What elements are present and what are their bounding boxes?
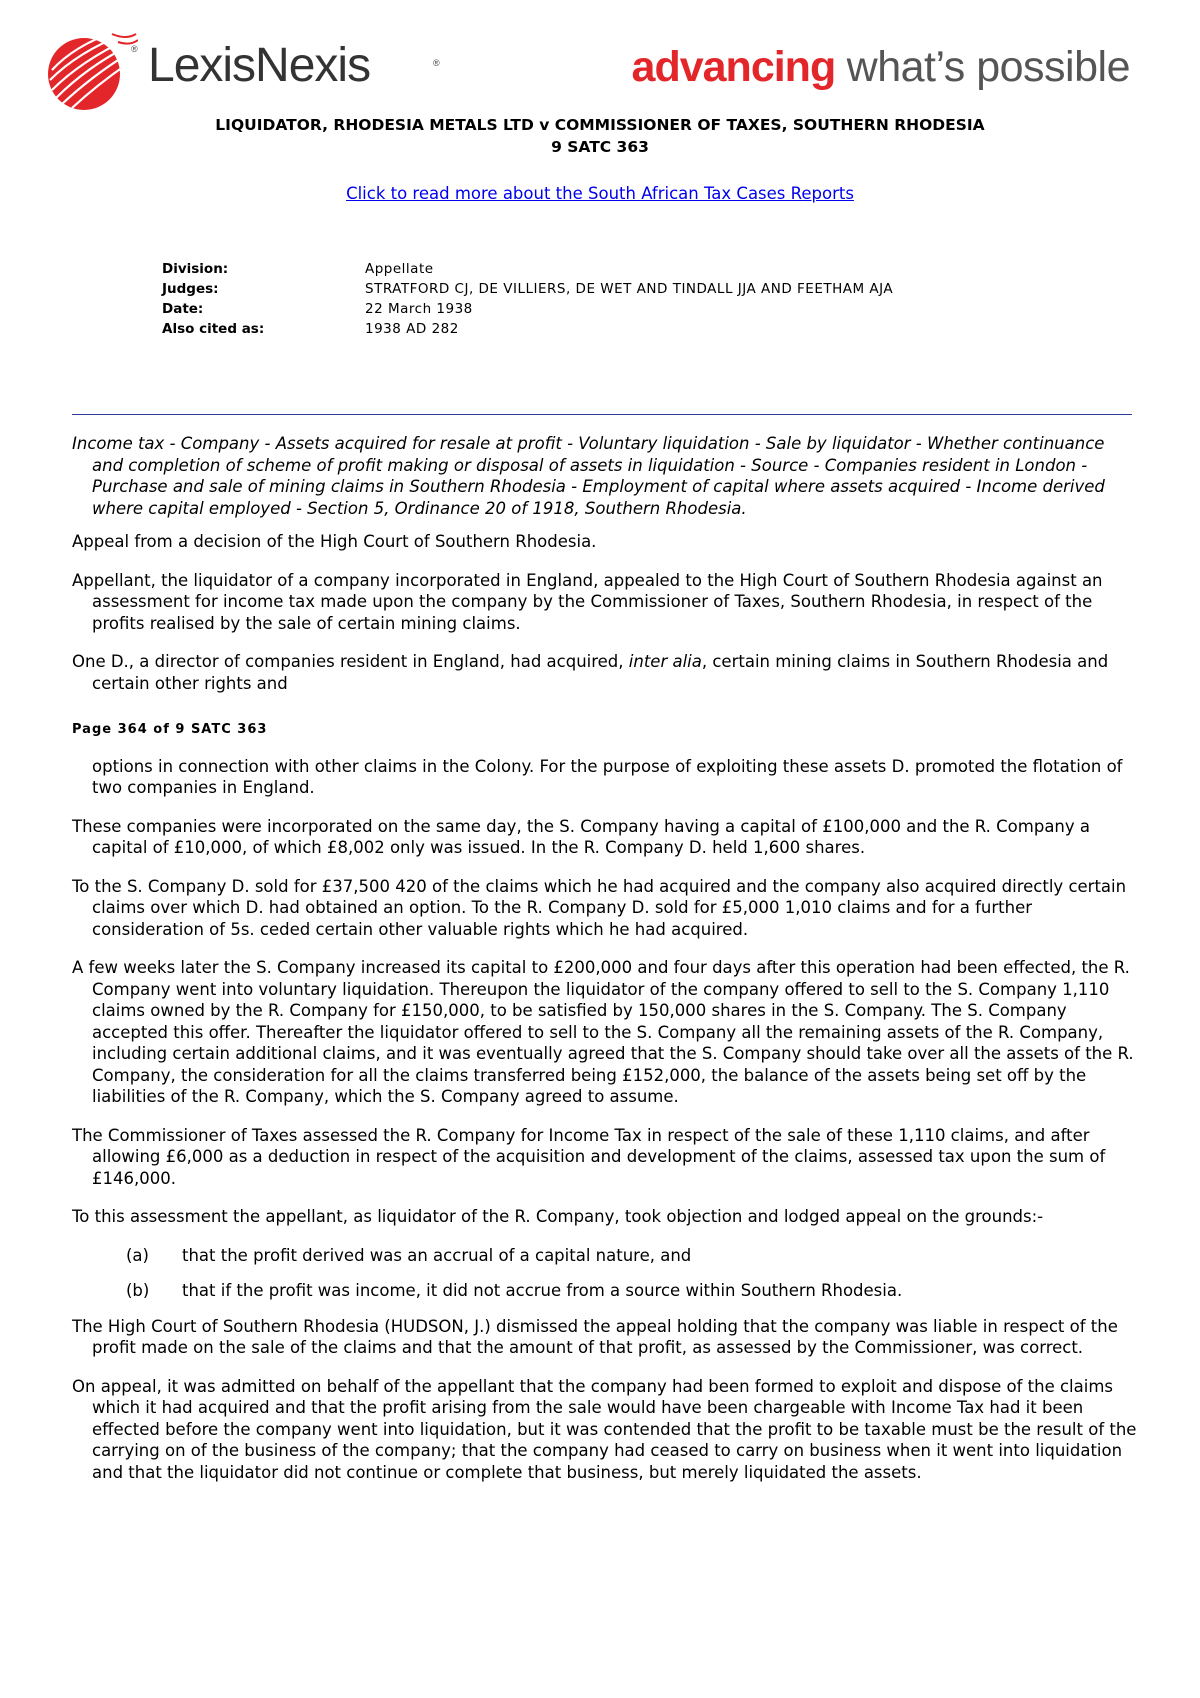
paragraph: To this assessment the appellant, as liquidator of the R. Company, took objection and lodged appeal on the grounds:- (72, 1207, 1044, 1226)
case-metadata (162, 259, 1005, 339)
case-title: LIQUIDATOR, RHODESIA METALS LTD v COMMISSIONER OF TAXES, SOUTHERN RHODESIA (215, 116, 985, 134)
judgment-body (72, 433, 1140, 1500)
ground-text: that if the profit was income, it did not accrue from a source within Southern Rhodesia. (182, 1281, 903, 1300)
paragraph: The Commissioner of Taxes assessed the R. Company for Income Tax in respect of the sale of these 1,110 claims, and after allowing £6,000 as a deduction in respect of the acquisition and development of the claims, assessed tax upon the sum of £146,000. (72, 1125, 1106, 1188)
ground-label: (b) (126, 1281, 150, 1300)
tagline (631, 43, 1130, 91)
paragraph: A few weeks later the S. Company increased its capital to £200,000 and four days after this operation had been effected, the R. Company went into voluntary liquidation. Thereupon the liquidator of the company offered to sell to the S. Company 1,110 claims owned by the R. Company for £150,000, to be satisfied by 150,000 shares in the S. Company. The S. Company accepted this offer. Thereafter the liquidator offered to sell to the S. Company all the remaining assets of the R. Company, including certain additional claims, and it was eventually agreed that the S. Company should take over all the assets of the R. Company, the consideration for all the claims transferred being £152,000, the balance of the assets being set off by the liabilities of the R. Company, which the S. Company agreed to assume. (72, 958, 1134, 1106)
paragraph: To the S. Company D. sold for £37,500 420 of the claims which he had acquired and the company also acquired directly certain claims over which D. had obtained an option. To the R. Company D. sold for £5,000 1,010 claims and for a further consideration of 5s. ceded certain other valuable rights which he had acquired. (72, 876, 1127, 939)
meta-value: STRATFORD CJ, DE VILLIERS, DE WET AND TINDALL JJA AND FEETHAM AJA (365, 281, 894, 297)
meta-row-judges (162, 279, 1005, 299)
meta-label: Also cited as: (162, 321, 265, 337)
case-citation: 9 SATC 363 (551, 138, 649, 156)
paragraph: These companies were incorporated on the same day, the S. Company having a capital of £100,000 and the R. Company a capital of £10,000, of which £8,002 only was issued. In the R. Company D. held 1,600 shares. (72, 816, 1091, 857)
ground-label: (a) (126, 1245, 149, 1265)
text-run: , certain mining claims in Southern Rhodesia and certain other rights and (92, 652, 1109, 693)
tagline-strong: advancing (631, 43, 836, 91)
paragraph: The High Court of Southern Rhodesia (HUDSON, J.) dismissed the appeal holding that the company was liable in respect of the profit made on the sale of the claims and that the amount of that profit, as assessed by the Commissioner, was correct. (72, 1316, 1118, 1357)
tagline-rest: what’s possible (846, 43, 1130, 91)
text-run: One D., a director of companies resident in England, had acquired, (72, 652, 629, 671)
brand-name: LexisNexis (148, 39, 371, 92)
registered-mark-2: ® (433, 58, 440, 68)
page-header (0, 0, 1200, 110)
paragraph: Appeal from a decision of the High Court of Southern Rhodesia. (72, 532, 597, 551)
lexisnexis-logo-icon (42, 30, 138, 114)
page-marker: Page 364 of 9 SATC 363 (72, 722, 268, 737)
meta-label: Division: (162, 261, 229, 277)
ground-text: that the profit derived was an accrual of a capital nature, and (182, 1245, 692, 1265)
case-heading (0, 114, 1200, 158)
divider (72, 414, 1132, 415)
ground-item (72, 1280, 1140, 1302)
meta-label: Date: (162, 301, 204, 317)
meta-value: 1938 AD 282 (365, 321, 459, 337)
ground-item (72, 1245, 1140, 1267)
paragraph (72, 651, 1140, 694)
meta-row-date (162, 299, 1005, 319)
meta-row-cited (162, 319, 1005, 339)
meta-value: 22 March 1938 (365, 301, 473, 317)
paragraph: Appellant, the liquidator of a company incorporated in England, appealed to the High Court of Southern Rhodesia against an assessment for income tax made upon the company by the Commissioner of Taxes, Southern Rhodesia, in respect of the profits realised by the sale of certain mining claims. (72, 570, 1103, 633)
registered-mark: ® (131, 44, 138, 54)
meta-value: Appellate (365, 261, 434, 277)
paragraph: On appeal, it was admitted on behalf of the appellant that the company had been formed to exploit and dispose of the claims which it had acquired and that the profit arising from the sale would have been chargeable with Income Tax had it been effected before the company went into liquidation, but it was contended that the profit to be taxable must be the result of the carrying on of the business of the company; that the company had ceased to carry on business when it went into liquidation and that the liquidator did not continue or complete that business, but merely liquidated the assets. (72, 1376, 1137, 1482)
meta-label: Judges: (162, 281, 219, 297)
read-more-link[interactable]: Click to read more about the South African Tax Cases Reports (346, 184, 854, 203)
meta-row-division (162, 259, 1005, 279)
paragraph: options in connection with other claims in the Colony. For the purpose of exploiting these assets D. promoted the flotation of two companies in England. (92, 756, 1123, 797)
italic-term: inter alia (628, 652, 702, 671)
headnote: Income tax - Company - Assets acquired for resale at profit - Voluntary liquidation - Sale by liquidator - Whether continuance and completion of scheme of profit making or disposal of assets in liquidation - Source - Companies resident in London - Purchase and sale of mining claims in Southern Rhodesia - Employment of capital where assets acquired - Income derived where capital employed - Section 5, Ordinance 20 of 1918, Southern Rhodesia. (72, 434, 1105, 518)
